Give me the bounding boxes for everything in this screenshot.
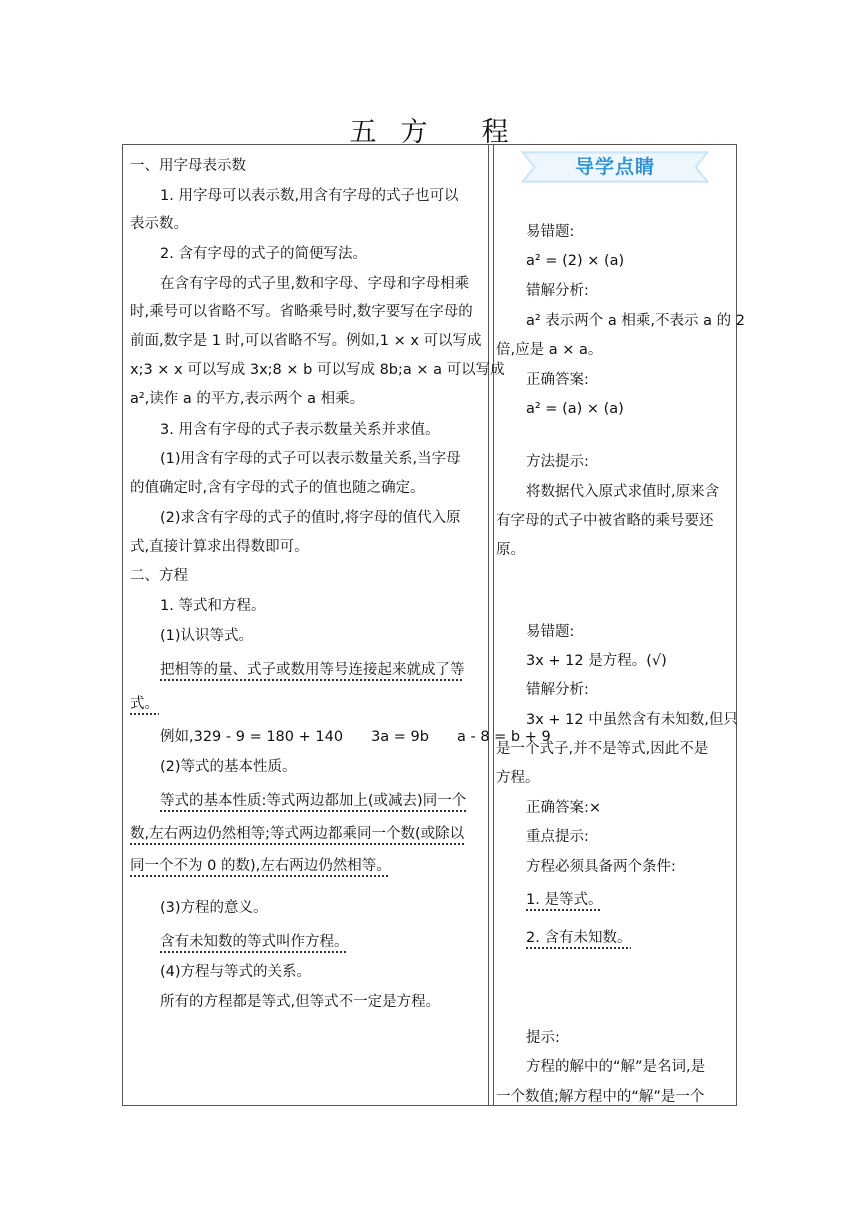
- text-line: 3. 用含有字母的式子表示数量关系并求值。: [160, 422, 440, 438]
- tip-label: 重点提示:: [526, 829, 589, 845]
- tip-line: 正确答案:×: [526, 800, 602, 816]
- tip-emphasis: 2. 含有未知数。: [526, 930, 632, 946]
- section-heading-equations: 二、方程: [130, 568, 188, 584]
- column-divider-inner: [493, 144, 494, 1106]
- tip-line: 方程必须具备两个条件:: [526, 859, 676, 875]
- text-line: 在含有字母的式子里,数和字母、字母和字母相乘: [160, 276, 470, 292]
- title-char-1: 五: [349, 117, 379, 148]
- column-divider: [488, 144, 489, 1106]
- text-line: (1)认识等式。: [160, 628, 254, 644]
- tip-line: a² = (a) × (a): [526, 401, 624, 417]
- section-heading-letters: 一、用字母表示数: [130, 158, 246, 174]
- tip-line: 有字母的式子中被省略的乘号要还: [496, 513, 714, 529]
- text-line: (1)用含有字母的式子可以表示数量关系,当字母: [160, 451, 461, 467]
- text-line: (2)求含有字母的式子的值时,将字母的值代入原: [160, 510, 461, 526]
- tip-line: 将数据代入原式求值时,原来含: [526, 484, 720, 500]
- text-line: 前面,数字是 1 时,可以省略不写。例如,1 × x 可以写成: [130, 333, 482, 349]
- tip-emphasis: 1. 是等式。: [526, 892, 603, 908]
- tip-line: 3x + 12 中虽然含有未知数,但只: [526, 712, 738, 728]
- example-line: [130, 727, 551, 747]
- guide-banner: [520, 150, 710, 184]
- tip-label: 提示:: [526, 1030, 560, 1046]
- tip-label: 错解分析:: [526, 283, 589, 299]
- tip-line: a² 表示两个 a 相乘,不表示 a 的 2: [526, 313, 745, 329]
- tip-line: 方程。: [496, 770, 540, 786]
- tip-label: 错解分析:: [526, 682, 589, 698]
- text-line: 的值确定时,含有字母的式子的值也随之确定。: [130, 480, 425, 496]
- tip-line: 3x + 12 是方程。(√): [526, 653, 667, 669]
- emphasis-line: 含有未知数的等式叫作方程。: [160, 934, 349, 950]
- text-line: (4)方程与等式的关系。: [160, 964, 312, 980]
- banner-title: 导学点睛: [574, 156, 655, 178]
- text-line: 2. 含有字母的式子的简便写法。: [160, 246, 367, 262]
- tip-label: 易错题:: [526, 624, 575, 640]
- emphasis-line: 等式的基本性质:等式两边都加上(或减去)同一个: [160, 793, 467, 809]
- tip-line: a² = (2) × (a): [526, 253, 625, 269]
- text-line: 式,直接计算求出得数即可。: [130, 539, 309, 555]
- tip-line: 方程的解中的“解”是名词,是: [526, 1059, 706, 1075]
- tip-label: 易错题:: [526, 224, 575, 240]
- emphasis-line: 同一个不为 0 的数),左右两边仍然相等。: [130, 858, 391, 874]
- text-line: 1. 等式和方程。: [160, 598, 266, 614]
- title-char-3: 程: [481, 117, 511, 148]
- example-equation-3: a - 8 = b + 9: [456, 729, 551, 745]
- title-char-2: 方: [400, 117, 430, 148]
- tip-label: 方法提示:: [526, 454, 589, 470]
- text-line: 所有的方程都是等式,但等式不一定是方程。: [160, 994, 441, 1010]
- tip-line: 是一个式子,并不是等式,因此不是: [496, 741, 709, 757]
- text-line: 表示数。: [130, 216, 188, 232]
- text-line: x;3 × x 可以写成 3x;8 × b 可以写成 8b;a × a 可以写成: [130, 362, 505, 378]
- example-equation-2: 3a = 9b: [371, 729, 429, 745]
- emphasis-line: 式。: [130, 696, 159, 712]
- tip-line: 一个数值;解方程中的“解”是一个: [496, 1089, 705, 1105]
- tip-line: 倍,应是 a × a。: [496, 342, 603, 358]
- text-line: (2)等式的基本性质。: [160, 759, 297, 775]
- text-line: 时,乘号可以省略不写。省略乘号时,数字要写在字母的: [130, 304, 473, 320]
- emphasis-line: 把相等的量、式子或数用等号连接起来就成了等: [160, 662, 465, 678]
- example-equation-1: 例如,329 - 9 = 180 + 140: [160, 729, 344, 745]
- text-line: (3)方程的意义。: [160, 900, 268, 916]
- tip-line: 原。: [496, 542, 525, 558]
- text-line: 1. 用字母可以表示数,用含有字母的式子也可以: [160, 188, 459, 204]
- text-line: a²,读作 a 的平方,表示两个 a 相乘。: [130, 391, 365, 407]
- tip-label: 正确答案:: [526, 372, 589, 388]
- emphasis-line: 数,左右两边仍然相等;等式两边都乘同一个数(或除以: [130, 826, 465, 842]
